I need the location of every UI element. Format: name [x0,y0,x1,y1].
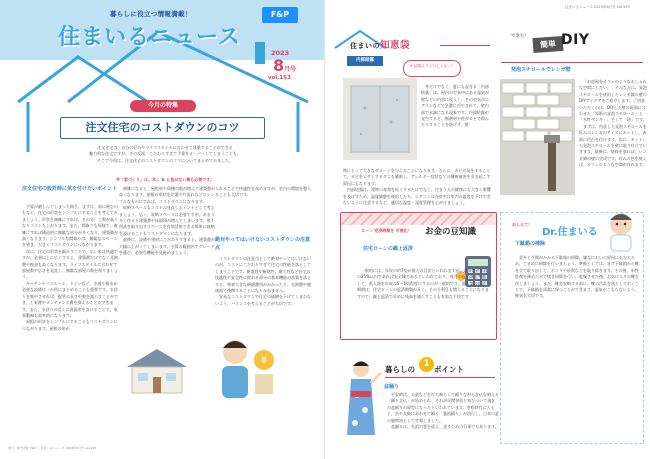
svg-text:¥: ¥ [261,356,267,366]
loan-subtitle: 住宅ローンの繰上返済 [363,246,413,252]
issue-volume: vol.153 [268,75,291,81]
knowledge-bubble: ※ 結露は 冬だけじゃない！ [403,60,461,77]
paragraph: 予算が厳しんでしまった場合、まずは、前に進むのもなど、住宅の形状をシンプルにすることを考えてみましょう。形状を複雑にすれば、その分、工数が高くなりコストも上がります。また、間取りも同様で、複雑にすれば構造的に無駄な部分が多くなり、建築費が高くなります。シンプルな間取りは、無駄なスペースを省き、大きくコストダウンにつながります。 [22,204,118,248]
newsletter-logo: 住まいるニュース [58,25,241,50]
life-point-subtitle: 盆踊り [384,384,400,390]
paragraph: 複雑になると、屋根材や雨樋の数が増えて建築費が高くなります。屋根の形状を切妻や片流れなどのシンプルなものにすれば、コストダウンになります。 [119,186,215,204]
paragraph: 平安時代、太鼓などを打ち鳴らして踊りながら念仏を唱える「踊り念仏」が始められ、それが民間習俗と結びついて現在の盆踊りの原型になったといわれています。室町時代に入ると、笛や太鼓にあわせて踊る「風流踊り」が流行し、日本の夏の風物詩として定着しました。 [387,392,499,423]
feature-title: 注文住宅のコストダウンのコツ [60,117,265,139]
divider [440,45,490,46]
column3-body-2 [215,256,313,307]
paragraph: 最後に、設備や建材にこだわりすぎると、建築費が大幅に上がってしまいます。予算の範囲内でグレードを選び、必要な機能を見極めましょう。 [119,237,215,256]
knowledge-title-main: 知恵袋 [380,40,411,51]
life-point-title-post: ポイント [434,365,464,374]
right-page [325,0,650,459]
intro-note: ※「家づくり」は、早く & と急がない事も必要です。 [116,177,214,182]
paragraph: コストダウンの注意点として絶対やってはいけないのが、コストにこだわりすぎて住宅の性能を落としてしまうことです。耐震性や断熱性、耐久性など住宅の快適性や安全性に関わる部分の基本機能の品質を落とすと、将来大きな修繕費用がかかったり、光熱費や健康面で後悔することになりかねません。 [215,256,311,294]
loan-title: お金の豆知識 [425,227,477,237]
paragraph: 物にとって大きなダメージを与えることになります。さらに、カビが発生することで、カビをエサとするダニも繁殖し、アレルギー症状などの健康被害を引き起こす原因にもなります。 [343,168,491,186]
column1-body [22,204,120,332]
running-header: 住まいるニュース 2023年8月号 vol.153 [565,5,630,9]
loan-body [357,268,489,300]
divider [501,62,643,63]
paragraph: 入れることで快適性を高めますが、室内の環境を整えることも大切です。 [215,186,311,198]
house-illustration [122,345,192,395]
intro-line: 魅力的な住宅ですが、その反面、こだわりすぎて予算をオーバーしてしまうことも。 [89,151,241,157]
bon-odori-dancer-illustration [337,355,385,440]
paragraph: 冬だけでなく、夏にも起きる「内部結露」は、屋内の空気中にある湿気が壁などの内部に侵入し、その空気がエアコンなどで急激に冷やされて、壁内部で水滴になる現象です。内部結露が発生すると、断熱材や柱がカビで傷んだりすることを防げず、壁 [421,84,489,128]
dr-kicker: おしえて！ [512,222,532,227]
knowledge-title-pre: 住まいの [350,42,380,50]
knowledge-body-2 [343,168,493,206]
window-condensation-photo [343,78,417,160]
intro-line: そこで今回は、注文住宅のコストダウンのコツについてまとめてみました。 [97,157,233,163]
publisher-footer: 発行：株式会社 F&P ｜ 住まいるニュース 2023年8月号 vol.153 [8,446,97,450]
knowledge-title [350,37,410,51]
issue-month [273,56,296,75]
tagline: 暮らしに役立つ情報満載！ [110,10,192,18]
paragraph: 次に、住宅の形状を細かすことで、広い家は快適ですが、必要以上に広くすると、建築費だけでなく光熱費や税金も高くなります。ライフスタイルに合わせて部屋数や広さを見直し、無駄な部屋の数を削りましょう。 [22,248,118,280]
knowledge-body [421,84,491,129]
decorative-band [341,213,496,225]
brick-wall-photo [500,79,575,195]
diy-subtitle: 発泡スチロールでレンガ壁 [511,67,571,73]
paragraph: 屋根の形状をシンプルにすることもコストダウンにつながります。屋根の形が [22,319,118,331]
feature-label: 今月の特集 [130,100,196,112]
diy-body [579,79,647,169]
diy-title: DIY [561,32,590,48]
diy-kicker: できた！ [511,34,529,39]
paragraph: 内部結露は、建物の寿命を短くするだけでなく、住まう人の健康にも大きく影響を及ぼすため、湿度調整を使用したり、エアコンの冷房中は室内の温度を下げすぎないように注意するなど、適切な温度・湿度管理を心がけましょう。 [343,187,491,206]
column2-body [119,186,217,256]
paragraph: 「お部屋をカフェのようなおしゃれな空間にしたい。」そんな方に、発泡スチロールを使用したレンガ調の壁のDIYアイデアをご紹介します。ご用意いただくのは、DIYした壁の画面に合わせた「厚紙の発泡スチロール」と「水性ペンキ」。そして「砂」です。 [579,79,647,123]
man-thinking-illustration [200,330,280,405]
feature-intro [58,145,272,164]
paragraph: 意外と手間がかかる下駄箱の掃除。嫌なにおいの原因にもなるため、こまめに掃除を行いましょう。準備としては、まず下駄箱から靴を全て取り出して、ホコリや砂利などを取り除きます。その後、中性洗剤を薄めた水で拭き掃除を行い、乾燥させた後、お気に入りの靴を戻しましょう。また、靴を収納する前に、靴の汚れを落としておくことで、下駄箱を清潔に保つことができます。湿気がこもらないよう、換気も大切です。 [515,255,639,299]
dr-body [515,255,640,300]
paragraph: まずは、用意した発泡スチロールを好みのレンガのサイズにカットし、表面に凹凸を付けます。次に、カットした発泡スチロールを壁に貼り付けていきます。最後に、塗料を塗れば、レンガ調の壁の完成です。好みの色を使えば、カフェのような空間が作れます。 [579,123,647,168]
dr-subtitle: 下駄箱の掃除 [515,241,546,247]
intro-line: 注文住宅は、自分の好みやライフスタイルに合わせて建築することができる [97,145,233,150]
paragraph: 収納スペースもコストの見直しポイントとして考えましょう。広く、収納スペースは必要ですが、あまり多く作ると建築費や床面積が増えてしまいます。要不用品を取り出すスペースを有効活用できる場所に収納を設けることもコストダウンになります。 [119,205,215,236]
life-point-number: 1 [419,357,434,372]
paragraph: 安易なコストダウンで住宅の価値を下げてしまわないよう、バランスを考えることが大切です。 [215,294,311,306]
divider [385,377,495,378]
doctor-character-icon [602,208,640,252]
paragraph: 盆踊りは、先祖の霊を迎え、送るための行事でもあります。 [391,424,499,430]
issue-month-unit: 月号 [284,66,297,73]
paragraph: キッチンやバスルーム、トイレなど、水道や排水が必要な設備は一か所にまとめることも重要です。水回りを集中させれば、配管の長さや数を減らすことができ、工事費やメンテナンス費を抑えることができます。また、水回りの近くに洗面室を設けることで、家事動線も効率的になります。 [22,280,118,318]
diy-simple-badge: 簡単 [533,36,564,53]
life-point-title-pre: 暮らしの [385,365,415,374]
issue-year: 2023 [271,49,290,57]
loan-tag: ローン 完済時期を 可視化！ [361,228,412,233]
life-point-body [387,392,499,430]
dr-title: Dr.住まいる [542,227,598,238]
issue-month-number: 8 [273,56,285,75]
knowledge-badge: 内部結露 [347,56,383,66]
column3-heading: 絶対やってはいけないコストダウンの注意点 [215,237,311,251]
paragraph: 一般的には、年収の約7倍が借入の目安といわれますが、返済額が年収の25%以内であれば安全域であるといわれており、毎月の返済額を考慮して、借入額を年収の5〜6倍程度にするのが一般的です。借入額の返済期間は、住宅ローンの返済期間が長く、その分利息も増えることになりますので、繰上返済で早めに残高を減らすことも有効な手段です。 [357,268,489,299]
column3-body [215,186,313,199]
company-logo: F&P [262,7,298,23]
column1-heading: 注文住宅の設計時に気を付けたいポイント [22,186,118,192]
